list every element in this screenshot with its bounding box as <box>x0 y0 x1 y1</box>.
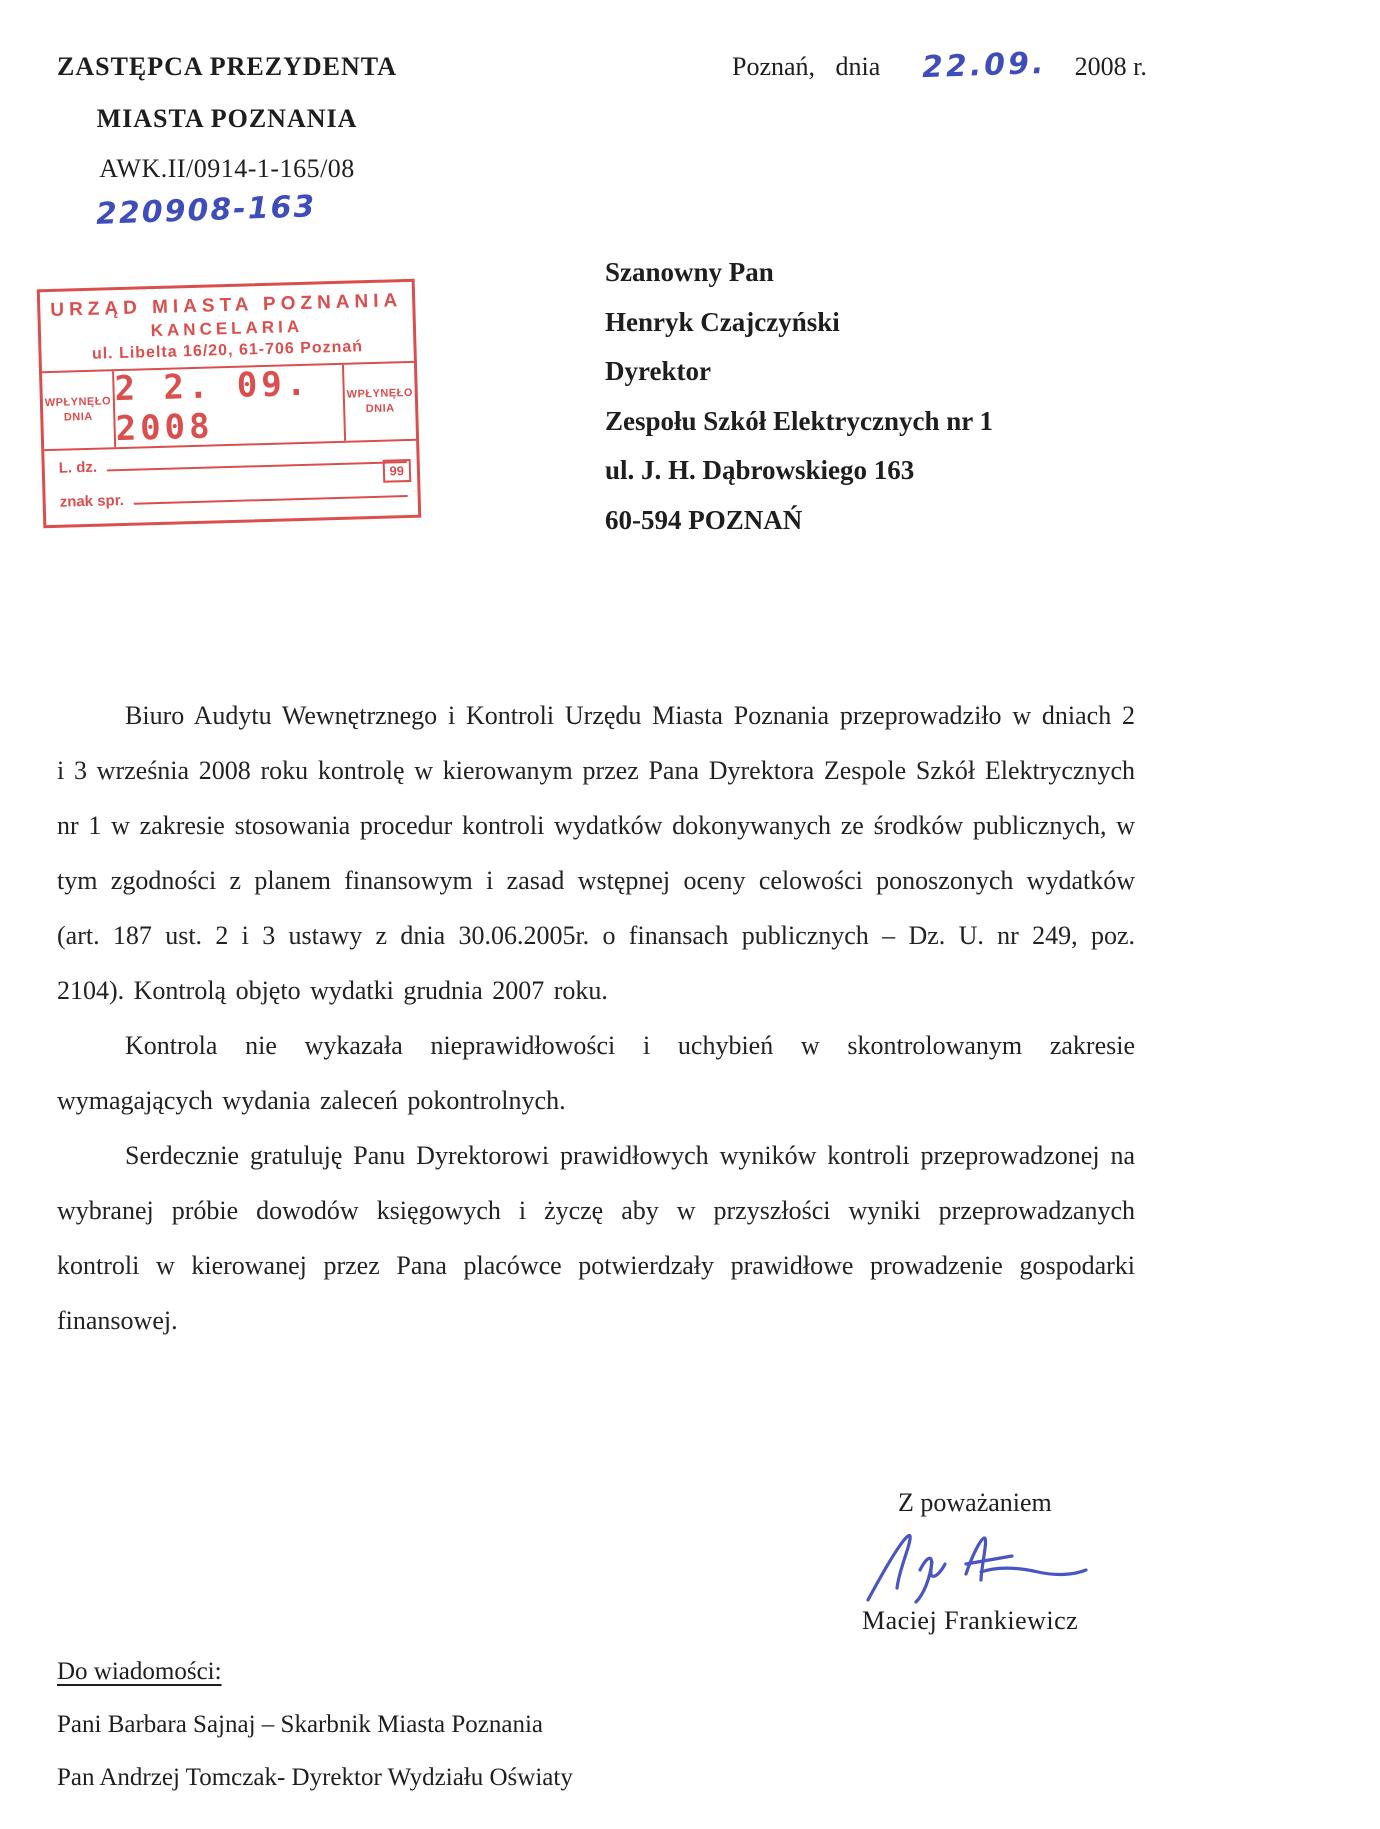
sender-title-line2: MIASTA POZNANIA <box>96 104 358 133</box>
stamp-received-left <box>42 371 116 449</box>
stamp-ldz-row <box>58 449 406 477</box>
stamp-office-name: URZĄD MIASTA POZNANIA <box>50 290 403 321</box>
stamp-ldz-label: L. dz. <box>58 458 98 477</box>
date-line <box>732 45 1147 86</box>
stamp-footer <box>44 441 418 525</box>
cc-item-1: Pani Barbara Sajnaj – Skarbnik Miasta Poznania <box>57 1711 543 1738</box>
stamp-date-row <box>42 363 416 451</box>
recipient-street: ul. J. H. Dąbrowskiego 163 <box>605 455 915 485</box>
stamp-date: 2 2. 09. 2008 <box>113 363 311 450</box>
body-paragraph-3: Serdecznie gratuluję Panu Dyrektorowi prawidłowych wyników kontroli przeprowadzonej na wybranej próbie dowodów księgowych i życzę aby w przyszłości wyniki przeprowadzanych kontroli w kierowanej przez Pana placówce potwierdzały prawidłowe prowadzenie gospodarki finansowej. <box>57 1141 1135 1335</box>
stamp-znak-label: znak spr. <box>59 491 125 511</box>
recipient-title: Dyrektor <box>605 356 711 386</box>
closing-salutation: Z poważaniem <box>898 1488 1052 1517</box>
stamp-znak-blank-line <box>134 483 408 505</box>
stamp-address: ul. Libelta 16/20, 61-706 Poznań <box>91 338 364 363</box>
handwritten-reference: 220908-163 <box>95 189 317 232</box>
stamp-received-right-label: WPŁYNĘŁO <box>346 386 414 401</box>
reference-number: AWK.II/0914-1-165/08 <box>99 154 355 183</box>
body-paragraph-2: Kontrola nie wykazała nieprawidłowości i uchybień w skontrolowanym zakresie wymagających wydania zaleceń pokontrolnych. <box>57 1031 1135 1115</box>
date-year: 2008 r. <box>1074 52 1147 81</box>
intake-stamp <box>37 279 422 528</box>
stamp-ldz-blank-line <box>107 449 407 471</box>
stamp-received-right <box>342 363 416 441</box>
recipient-salutation: Szanowny Pan <box>605 257 774 287</box>
recipient-name: Henryk Czajczyński <box>605 306 840 337</box>
body-paragraph-1: Biuro Audytu Wewnętrznego i Kontroli Urzędu Miasta Poznania przeprowadziło w dniach 2 i 3 września 2008 roku kontrolę w kierowanym przez Pana Dyrektora Zespole Szkół Elektrycznych nr 1 w zakresie stosowania procedur kontroli wydatków dokonywanych ze środków publicznych, w tym zgodności z planem finansowym i zasad wstępnej oceny celowości ponoszonych wydatków (art. 187 ust. 2 i 3 ustawy z dnia 30.06.2005r. o finansach publicznych – Dz. U. nr 249, poz. 2104). Kontrolą objęto wydatki grudnia 2007 roku. <box>57 701 1135 1005</box>
signer-name: Maciej Frankiewicz <box>862 1606 1079 1635</box>
stamp-received-left-label: WPŁYNĘŁO <box>44 395 112 410</box>
cc-item-2: Pan Andrzej Tomczak- Dyrektor Wydziału Oświaty <box>57 1764 573 1791</box>
letter-body <box>57 688 1135 1348</box>
stamp-received-left-sub: DNIA <box>63 410 93 424</box>
recipient-city: 60-594 POZNAŃ <box>605 504 803 535</box>
stamp-number-box: 99 <box>382 459 411 483</box>
stamp-header <box>40 282 414 373</box>
cc-heading: Do wiadomości: <box>57 1658 222 1685</box>
sender-block <box>42 52 412 184</box>
cc-footer <box>57 1658 573 1792</box>
sender-title-line1: ZASTĘPCA PREZYDENTA <box>57 52 397 81</box>
handwritten-date: 22.09. <box>921 45 1048 86</box>
recipient-institution: Zespołu Szkół Elektrycznych nr 1 <box>605 405 994 436</box>
stamp-received-right-sub: DNIA <box>365 402 395 416</box>
place-date-prefix: Poznań, dnia <box>732 52 881 81</box>
closing-block <box>862 1488 1162 1636</box>
stamp-chancellery: KANCELARIA <box>150 316 304 341</box>
handwritten-signature <box>862 1526 1092 1604</box>
stamp-znak-row <box>59 483 407 511</box>
recipient-block <box>605 248 993 545</box>
